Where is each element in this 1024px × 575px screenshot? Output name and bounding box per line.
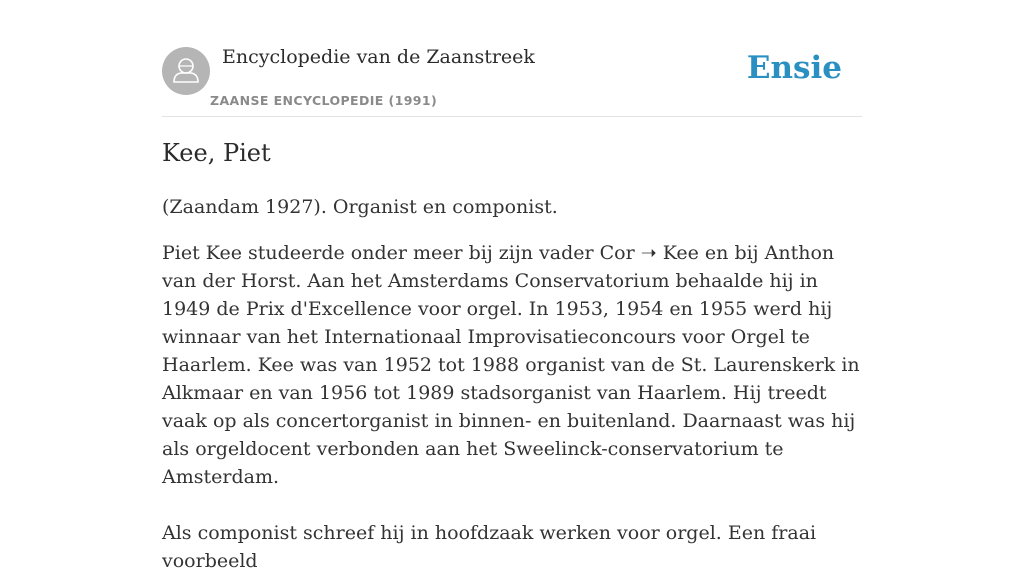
paragraph-text: Kee en bij Anthon van der Horst. Aan het Amsterdams Conservatorium behaalde hij in 1949 de Prix d'Excellence voor orgel. In 1953, 1954 en 1955 werd hij winnaar van het Internationaal Improvisatieconcours voor Orgel te Haarlem. Kee was van 1952 tot 1988 organist van de St. Laurenskerk in Alkmaar en van 1956 tot 1989 stadsorganist van Haarlem. Hij treedt vaak op als concertorganist in binnen- en buitenland. Daarnaast was hij als orgeldocent verbonden aan het Sweelinck-conservatorium te Amsterdam.: [162, 242, 860, 488]
ensie-logo[interactable]: Ensie: [746, 50, 842, 86]
article-title: Kee, Piet: [162, 139, 271, 167]
source-title[interactable]: Encyclopedie van de Zaanstreek: [222, 46, 535, 68]
paragraph-text: Piet Kee studeerde onder meer bij zijn vader Cor: [162, 242, 641, 264]
article-paragraph: [162, 239, 862, 491]
article-intro: (Zaandam 1927). Organist en componist.: [162, 196, 558, 218]
crossref-link[interactable]: [641, 242, 657, 264]
source-header: [162, 0, 862, 117]
user-avatar-icon[interactable]: [162, 47, 210, 95]
source-subtitle[interactable]: ZAANSE ENCYCLOPEDIE (1991): [210, 93, 438, 108]
article-body: [162, 239, 862, 575]
arrow-right-icon: ➝: [640, 242, 657, 264]
page-content: [162, 0, 862, 572]
article-paragraph: Als componist schreef hij in hoofdzaak werken voor orgel. Een fraai voorbeeld: [162, 522, 817, 572]
